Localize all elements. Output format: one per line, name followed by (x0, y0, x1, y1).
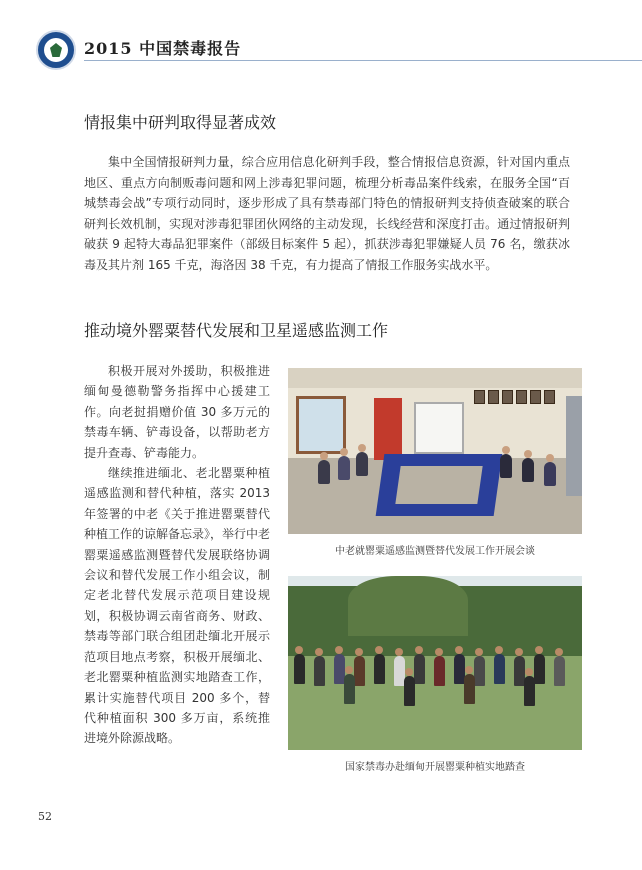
section-heading-intelligence: 情报集中研判取得显著成效 (84, 113, 277, 132)
photo-person-head (502, 446, 510, 454)
photo-person-head (340, 448, 348, 456)
photo-person (500, 454, 512, 478)
intelligence-paragraph: 集中全国情报研判力量，综合应用信息化研判手段，整合情报信息资源，针对国内重点地区、重点方向制贩毒问题和网上涉毒犯罪问题，梳理分析毒品案件线索，在服务全国“百城禁毒会战”专项行动同时，逐步形成了具有禁毒部门特色的情报研判支持侦查破案的联合研判长效机制，实现对涉毒犯罪团伙网络的主动发现，长线经营和深度打击。通过情报研判破获 9 起特大毒品犯罪案件（部级目标案件 5 起），抓获涉毒犯罪嫌疑人员 76 名，缴获冰毒及其片剂 165 千克，海洛因 38 千克，有力提高了情报工作服务实战水平。 (84, 155, 570, 272)
photo-person (494, 654, 505, 684)
header-title: 2015 中国禁毒报告 (84, 39, 242, 58)
photo-person-head (415, 646, 423, 654)
photo-trees (348, 576, 468, 636)
page-number: 52 (38, 810, 52, 823)
photo-person-head (465, 666, 473, 674)
photo-person-head (455, 646, 463, 654)
photo-person (554, 656, 565, 686)
meeting-photo (288, 368, 582, 534)
photo-person (318, 460, 330, 484)
photo-table-inner (395, 466, 482, 504)
photo-person-head (335, 646, 343, 654)
photo-person-head (475, 648, 483, 656)
photo-person (414, 654, 425, 684)
photo-person (404, 676, 415, 706)
photo-crowd (294, 646, 574, 706)
photo-person (464, 674, 475, 704)
photo-ceiling (288, 368, 582, 388)
photo-person-head (358, 444, 366, 452)
photo-person-head (295, 646, 303, 654)
photo-person-head (524, 450, 532, 458)
photo-person-head (395, 648, 403, 656)
photo-person-head (345, 666, 353, 674)
photo-person (344, 674, 355, 704)
photo-person (374, 654, 385, 684)
photo-person (294, 654, 305, 684)
photo-person (524, 676, 535, 706)
page-header (0, 0, 642, 72)
photo-person (474, 656, 485, 686)
photo-window (296, 396, 346, 454)
photo-person-head (435, 648, 443, 656)
header-rule (84, 60, 642, 61)
photo-person (522, 458, 534, 482)
photo-person-head (535, 646, 543, 654)
section-heading-opium: 推动境外罂粟替代发展和卫星遥感监测工作 (84, 321, 389, 340)
photo-person-head (546, 454, 554, 462)
photo-panel (566, 396, 582, 496)
photo-whiteboard (414, 402, 464, 454)
photo-person-head (495, 646, 503, 654)
photo-person-head (355, 648, 363, 656)
photo-portrait (516, 390, 527, 404)
photo-person (354, 656, 365, 686)
opium-text-column (84, 361, 270, 749)
photo-person-head (315, 648, 323, 656)
photo-person-head (405, 668, 413, 676)
emblem-icon (50, 43, 62, 57)
photo-person-head (555, 648, 563, 656)
photo-person (314, 656, 325, 686)
photo-person-head (515, 648, 523, 656)
photo-person-head (320, 452, 328, 460)
photo-person (434, 656, 445, 686)
photo-person-head (375, 646, 383, 654)
photo-person (338, 456, 350, 480)
logo-inner (44, 38, 68, 62)
photo-portrait (530, 390, 541, 404)
photo-person-head (525, 668, 533, 676)
photo-portrait (474, 390, 485, 404)
meeting-photo-caption: 中老就罂粟遥感监测暨替代发展工作开展会谈 (335, 546, 535, 557)
photo-person (534, 654, 545, 684)
photo-person (356, 452, 368, 476)
photo-door (374, 398, 402, 460)
photo-portrait (502, 390, 513, 404)
logo-icon (36, 30, 76, 70)
photo-portrait (488, 390, 499, 404)
opium-paragraph-2: 继续推进缅北、老北罂粟种植遥感监测和替代种植，落实 2013 年签署的中老《关于推进罂粟替代种植工作的谅解备忘录》，举行中老罂粟遥感监测暨替代发展联络协调会议和替代发展工作小组会议，制定老北替代发展示范项目建设规划，积极协调云南省商务、财政、禁毒等部门联合组团赴缅北开展示范项目地点考察，积极开展缅北、老北罂粟种植监测实地踏查工作，累计实施替代项目 200 多个，替代种植面积 300 多万亩，系统推进境外除源战略。 (84, 466, 271, 746)
photo-person (544, 462, 556, 486)
field-photo-caption: 国家禁毒办赴缅甸开展罂粟种植实地踏查 (345, 762, 525, 773)
photo-portrait (544, 390, 555, 404)
opium-paragraph-1: 积极开展对外援助，积极推进缅甸曼德勒警务指挥中心援建工作。向老挝捐赠价值 30 多万元的禁毒车辆、铲毒设备，以帮助老方提升查毒、铲毒能力。 (84, 364, 270, 460)
field-photo (288, 576, 582, 750)
